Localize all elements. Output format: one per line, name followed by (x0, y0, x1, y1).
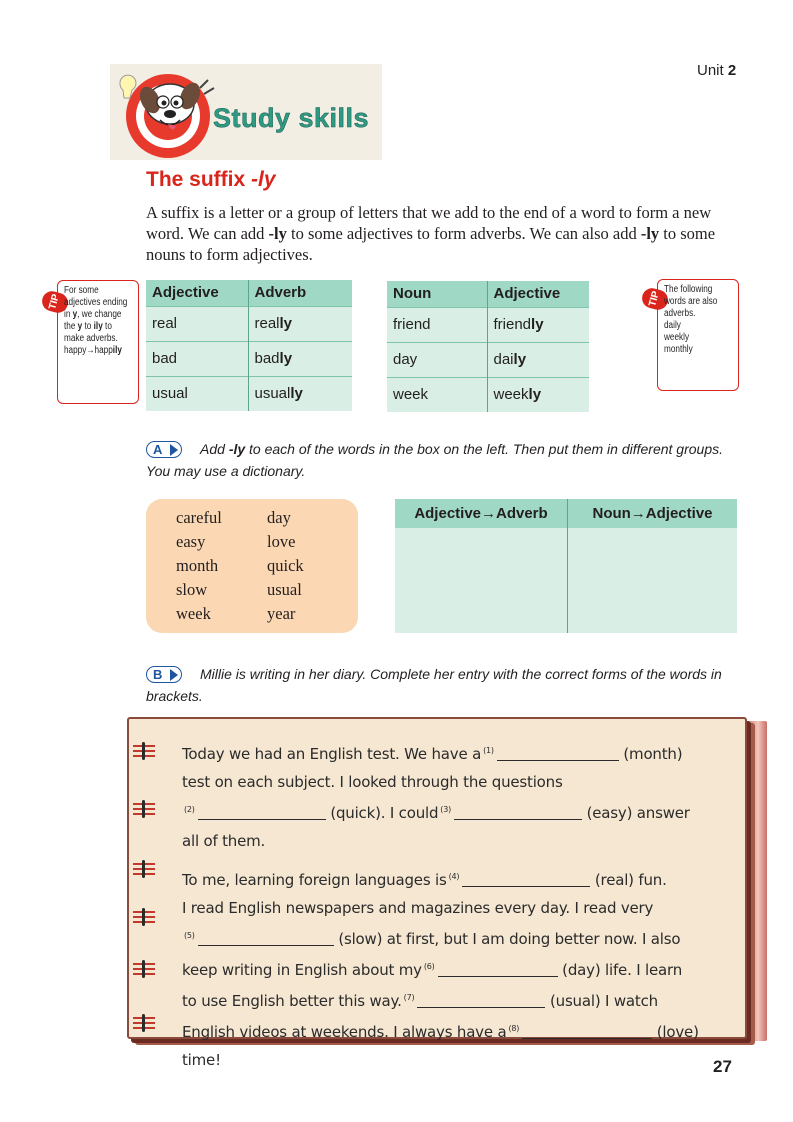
diary-binding (133, 735, 153, 1035)
table-row: friend friendly (387, 307, 589, 342)
word-box (146, 499, 358, 633)
answer-blank-8[interactable] (522, 1025, 652, 1039)
study-skills-title: Study skills (213, 103, 370, 133)
word-item: year (267, 604, 296, 623)
tip-badge: TIP (40, 289, 70, 315)
table-row: usual usually (146, 376, 352, 411)
table-header: Adverb (248, 280, 352, 306)
diary-paragraph-2: To me, learning foreign languages is $^{(4)}$ (real) fun. I read English newspapers and magazines every day. I read very $^{(5)}$ (slow) at first, but I am doing better now. I also keep writing in English about my $^{(6)}$ (day) life. I learn to use English better this way. $^{(7)}$ (usual) I watch English videos at weekends. I always have a $^{(8)}$ (love) time! (182, 871, 699, 1069)
binding-ring-icon (133, 863, 155, 875)
tip-left-text: For some adjectives ending in y, we change the y to ily to make adverbs. happy→happily (64, 285, 128, 356)
table-row: bad badly (146, 341, 352, 376)
unit-number: 2 (727, 62, 737, 79)
binding-ring-icon (133, 803, 155, 815)
exercise-a-badge: A (146, 441, 182, 458)
answer-blank-2[interactable] (198, 806, 326, 820)
answer-blank-3[interactable] (454, 806, 582, 820)
answer-blank-6[interactable] (438, 963, 558, 977)
table-header: Adjective (146, 280, 248, 306)
table-header: Noun→Adjective (567, 499, 737, 528)
section-title: The suffix -ly (146, 168, 276, 191)
diary-spine (749, 721, 767, 1041)
tip-right-box (647, 279, 739, 391)
tip-badge: TIP (640, 286, 670, 312)
table-row: week weekly (387, 377, 589, 412)
exercise-b-instruction: Millie is writing in her diary. Complete her entry with the correct forms of the words in brackets. (146, 666, 722, 704)
answer-blank-4[interactable] (462, 873, 590, 887)
noun-adjective-table (387, 281, 589, 412)
column-divider (567, 499, 568, 633)
word-item: quick (267, 556, 304, 575)
adjective-adverb-table (146, 280, 352, 411)
table-header: Adjective→Adverb (414, 505, 548, 522)
exercise-a-instruction: Add -ly to each of the words in the box on the left. Then put them in different groups. You may use a dictionary. (146, 441, 724, 479)
word-item: careful (176, 508, 222, 527)
word-item: month (176, 556, 219, 575)
answer-blank-7[interactable] (417, 994, 545, 1008)
binding-ring-icon (133, 963, 155, 975)
diary-paragraph-1: Today we had an English test. We have a $^{(1)}$ (month) test on each subject. I looked through the questions $^{(2)}$ (quick). I could $^{(3)}$ (easy) answer all of them. (182, 745, 690, 850)
answer-blank-5[interactable] (198, 932, 334, 946)
word-item: slow (176, 580, 208, 599)
binding-ring-icon (133, 911, 155, 923)
exercise-b-badge: B (146, 666, 182, 683)
answer-blank-1[interactable] (497, 747, 619, 761)
word-item: easy (176, 532, 206, 551)
binding-ring-icon (133, 1017, 155, 1029)
tip-right-text: The following words are also adverbs. daily weekly monthly (664, 284, 718, 355)
table-row: real really (146, 306, 352, 341)
table-row: day daily (387, 342, 589, 377)
binding-ring-icon (133, 745, 155, 757)
word-item: love (267, 532, 296, 551)
table-header: Noun (387, 281, 487, 307)
unit-label: Unit 2 (697, 62, 737, 79)
word-item: usual (267, 580, 302, 599)
page-number: 27 (713, 1057, 732, 1076)
tip-left-box (47, 280, 139, 404)
intro-paragraph: A suffix is a letter or a group of letters that we add to the end of a word to form a new word. We can add -ly to some adjectives to form adverbs. We can also add -ly to some nouns to form adjectives. (146, 203, 716, 264)
word-item: day (267, 508, 291, 527)
word-item: week (176, 604, 211, 623)
sorting-table (395, 499, 737, 633)
table-header: Adjective (487, 281, 589, 307)
diary-entry (182, 737, 727, 1074)
